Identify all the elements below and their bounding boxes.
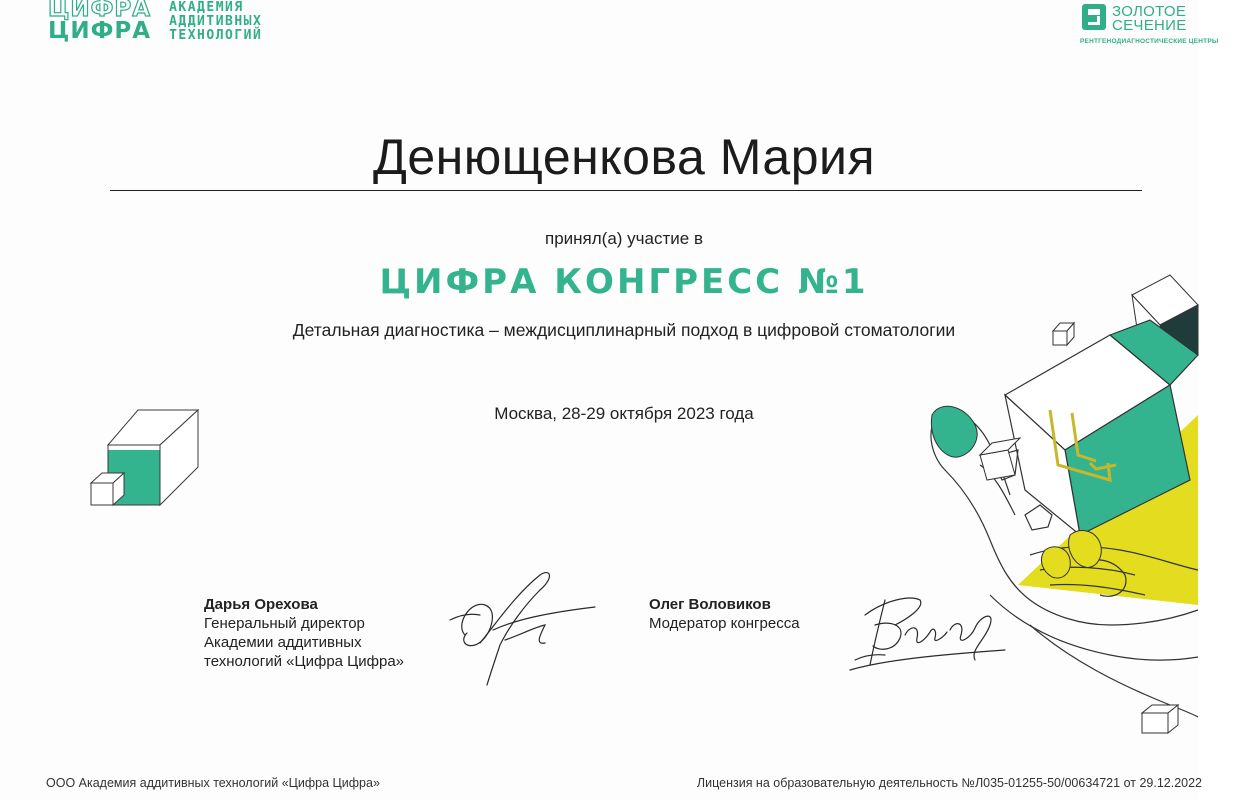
participated-text: принял(а) участие в <box>545 229 703 248</box>
zs-line2: СЕЧЕНИЕ <box>1112 17 1187 34</box>
cube-icon <box>88 405 213 515</box>
zolotoe-sechenie-logo <box>1080 2 1219 50</box>
signatory-position-line: Академии аддитивных <box>204 634 362 651</box>
name-underline <box>110 190 1142 191</box>
logo-mark <box>48 0 151 42</box>
signatory-position-line: технологий «Цифра Цифра» <box>204 653 405 670</box>
zs-line1: ЗОЛОТОЕ <box>1112 3 1187 20</box>
signature-icon <box>845 580 1015 685</box>
logo-mark-line1: ЦИФРА <box>48 0 152 22</box>
signatory-name: Олег Воловиков <box>649 596 771 613</box>
recipient-name: Денющенкова Мария <box>372 129 876 185</box>
zs-tagline: РЕНТГЕНОДИАГНОСТИЧЕСКИЕ ЦЕНТРЫ <box>1080 38 1219 45</box>
signature-icon <box>445 565 605 690</box>
event-subtitle: Детальная диагностика – междисциплинарный подход в цифровой стоматологии <box>292 320 956 340</box>
signatory-position-line: Генеральный директор <box>204 615 365 632</box>
signatory-orekhova <box>204 595 404 671</box>
signatory-position-line: Модератор конгресса <box>649 615 800 632</box>
logo-text-line: АКАДЕМИЯ <box>169 0 244 15</box>
logo-text-line: АДДИТИВНЫХ <box>169 14 263 29</box>
logo-mark-line2: ЦИФРА <box>48 18 152 44</box>
event-title: ЦИФРА КОНГРЕСС №1 <box>379 262 869 302</box>
signatory-name: Дарья Орехова <box>204 596 318 613</box>
logo-text-line: ТЕХНОЛОГИЙ <box>169 28 263 43</box>
logo-text <box>169 1 262 43</box>
zs-badge-icon <box>1082 4 1106 30</box>
event-place-date: Москва, 28-29 октября 2023 года <box>494 404 754 423</box>
footer-organization: ООО Академия аддитивных технологий «Цифра Цифра» <box>46 776 380 790</box>
footer-license: Лицензия на образовательную деятельность №Л035-01255-50/00634721 от 29.12.2022 <box>696 776 1202 790</box>
tsifra-logo <box>48 0 262 43</box>
signatory-volovikov <box>649 595 800 633</box>
